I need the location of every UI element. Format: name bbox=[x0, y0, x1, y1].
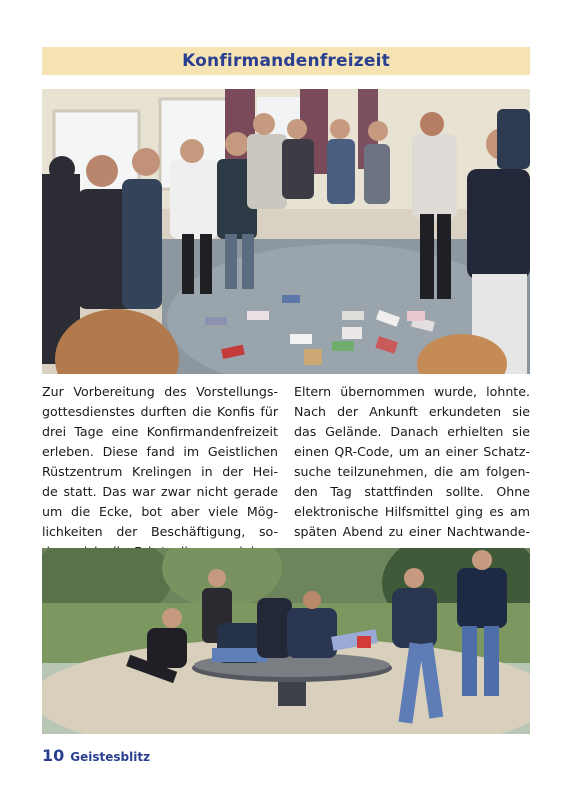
article-body bbox=[42, 382, 530, 542]
text-line: drei Tage eine Konfirmandenfreizeit bbox=[42, 424, 278, 439]
text-line: um die Ecke, bot aber viele Mög- bbox=[42, 504, 278, 519]
text-line: späten Abend zu einer Nachtwande- bbox=[294, 524, 530, 539]
photo-outdoor-playground bbox=[42, 548, 530, 734]
text-line: suche teilzunehmen, die am folgen- bbox=[294, 464, 530, 479]
article-title: Konfirmandenfreizeit bbox=[182, 51, 390, 71]
page-footer bbox=[42, 746, 150, 765]
page-number: 10 bbox=[42, 746, 65, 765]
photo-indoor-group bbox=[42, 89, 530, 374]
text-line: Eltern übernommen wurde, lohnte. bbox=[294, 384, 530, 399]
text-line: einen QR-Code, um an einer Schatz- bbox=[294, 444, 530, 459]
magazine-name: Geistesblitz bbox=[70, 750, 151, 764]
text-line: den Tag stattfinden sollte. Ohne bbox=[294, 484, 530, 499]
article-column-2 bbox=[294, 382, 530, 542]
text-line: elektronische Hilfsmittel ging es am bbox=[294, 504, 530, 519]
title-banner bbox=[42, 47, 530, 75]
text-line: de statt. Das war zwar nicht gerade bbox=[42, 484, 278, 499]
text-line: Rüstzentrum Krelingen in der Hei- bbox=[42, 464, 278, 479]
text-line: gottesdienstes durften die Konfis für bbox=[42, 404, 278, 419]
article-column-1 bbox=[42, 382, 278, 542]
text-line: das Gelände. Danach erhielten sie bbox=[294, 424, 530, 439]
text-line: erleben. Diese fand im Geistlichen bbox=[42, 444, 278, 459]
text-line: lichkeiten der Beschäftigung, so- bbox=[42, 524, 278, 539]
text-line: Zur Vorbereitung des Vorstellungs- bbox=[42, 384, 278, 399]
text-line: Nach der Ankunft erkundeten sie bbox=[294, 404, 530, 419]
